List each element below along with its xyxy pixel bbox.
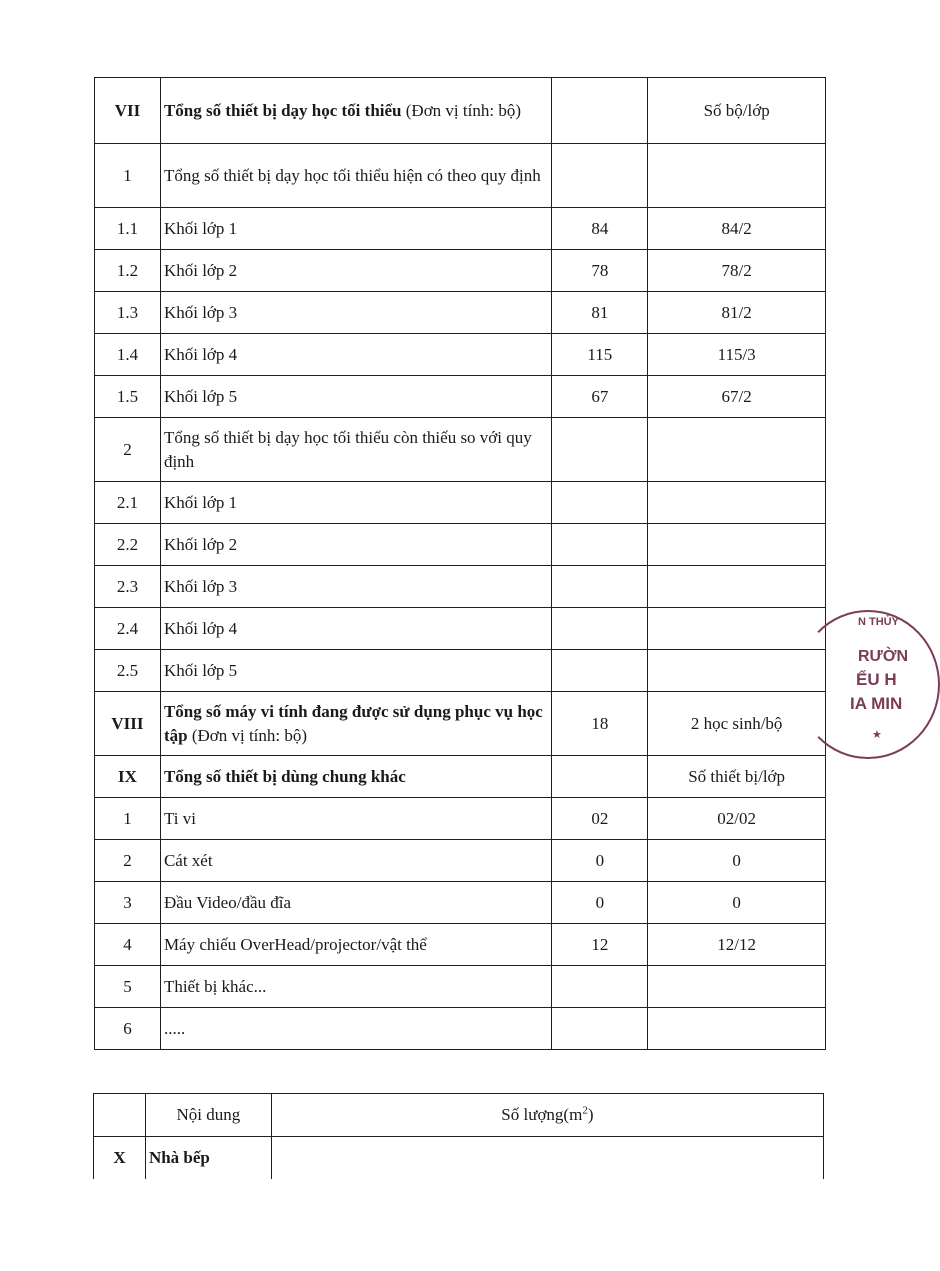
kitchen-header-row (94, 1094, 824, 1137)
row-ratio: 02/02 (648, 798, 826, 840)
table-row (95, 250, 826, 292)
table-row (95, 650, 826, 692)
table-row (95, 840, 826, 882)
row-label: Tổng số thiết bị dạy học tối thiểu còn thiếu so với quy định (160, 418, 551, 482)
section-title-unit: (Đơn vị tính: bộ) (187, 725, 308, 745)
table-row (95, 376, 826, 418)
row-label: Khối lớp 2 (160, 524, 551, 566)
kitchen-row (94, 1137, 824, 1179)
row-count: 02 (552, 798, 648, 840)
equipment-table (94, 77, 826, 1050)
table-row (95, 334, 826, 376)
unit-header: Số bộ/lớp (648, 78, 826, 144)
table-row (95, 144, 826, 208)
row-ratio: 0 (648, 840, 826, 882)
row-count: 67 (552, 376, 648, 418)
section-vii-body (95, 78, 826, 692)
table-row (95, 1008, 826, 1050)
row-number: 2 (95, 840, 161, 882)
table-row (95, 482, 826, 524)
row-count (552, 418, 648, 482)
row-label: Ti vi (160, 798, 551, 840)
row-label: Khối lớp 3 (160, 566, 551, 608)
row-count: 0 (552, 840, 648, 882)
count-cell: 18 (552, 692, 648, 756)
section-code: VIII (95, 692, 161, 756)
row-count (552, 524, 648, 566)
row-count (552, 144, 648, 208)
ratio-cell: 2 học sinh/bộ (648, 692, 826, 756)
row-label: Khối lớp 5 (160, 650, 551, 692)
table-row (95, 292, 826, 334)
quantity-header-text: Số lượng(m (501, 1105, 583, 1124)
row-count (552, 566, 648, 608)
row-number: 1.3 (95, 292, 161, 334)
row-count (552, 608, 648, 650)
row-count: 81 (552, 292, 648, 334)
unit-header: Số thiết bị/lớp (648, 756, 826, 798)
row-label: Khối lớp 4 (160, 334, 551, 376)
row-count (552, 650, 648, 692)
row-ratio: 84/2 (648, 208, 826, 250)
row-ratio (648, 144, 826, 208)
section-title-bold: Tổng số thiết bị dạy học tối thiểu (163, 100, 402, 120)
row-label: ..... (160, 1008, 551, 1050)
seal-text-1: N THỦY (858, 616, 899, 628)
row-ratio: 78/2 (648, 250, 826, 292)
row-number: 2 (95, 418, 161, 482)
row-ratio (648, 524, 826, 566)
row-number: 1 (95, 144, 161, 208)
row-label: Khối lớp 5 (160, 376, 551, 418)
row-number: 1.5 (95, 376, 161, 418)
row-label: Khối lớp 2 (160, 250, 551, 292)
section-code: VII (95, 78, 161, 144)
row-number: 1 (95, 798, 161, 840)
row-label: Khối lớp 3 (160, 292, 551, 334)
row-number: 2.3 (95, 566, 161, 608)
row-count (552, 966, 648, 1008)
section-title (160, 692, 551, 756)
row-ratio (648, 1008, 826, 1050)
section-code: IX (95, 756, 161, 798)
row-ratio: 115/3 (648, 334, 826, 376)
table-row (95, 208, 826, 250)
section-ix-body (95, 756, 826, 1050)
row-label: Cát xét (160, 840, 551, 882)
table-row (95, 882, 826, 924)
row-label: Thiết bị khác... (160, 966, 551, 1008)
table-row (95, 418, 826, 482)
section-vii-header-row (95, 78, 826, 144)
row-ratio (648, 966, 826, 1008)
quantity-header (271, 1094, 823, 1137)
row-number: 1.2 (95, 250, 161, 292)
official-seal (846, 610, 916, 760)
table-row (95, 524, 826, 566)
row-count: 84 (552, 208, 648, 250)
seal-text-3: ỂU H (856, 670, 897, 689)
section-title-unit: (Đơn vị tính: bộ) (401, 100, 521, 120)
row-label: Đầu Video/đầu đĩa (160, 882, 551, 924)
row-number: 2.5 (95, 650, 161, 692)
row-ratio: 0 (648, 882, 826, 924)
count-cell (552, 756, 648, 798)
row-number: 3 (95, 882, 161, 924)
row-number: 2.2 (95, 524, 161, 566)
row-label: Máy chiếu OverHead/projector/vật thể (160, 924, 551, 966)
table-row (95, 608, 826, 650)
table-row (95, 924, 826, 966)
row-count: 78 (552, 250, 648, 292)
seal-text-4: IA MIN (850, 694, 903, 713)
row-ratio (648, 482, 826, 524)
row-count: 0 (552, 882, 648, 924)
content-header: Nội dung (145, 1094, 271, 1137)
quantity-cell (271, 1137, 823, 1179)
row-number: 2.4 (95, 608, 161, 650)
row-number: 6 (95, 1008, 161, 1050)
row-label: Tổng số thiết bị dạy học tối thiểu hiện có theo quy định (160, 144, 551, 208)
seal-star: ★ (872, 729, 882, 741)
table-row (95, 798, 826, 840)
section-title: Tổng số thiết bị dùng chung khác (160, 756, 551, 798)
row-ratio (648, 418, 826, 482)
row-count: 12 (552, 924, 648, 966)
seal-text-2: RƯỜN (858, 648, 909, 665)
kitchen-table (93, 1093, 824, 1179)
section-title: Nhà bếp (145, 1137, 271, 1179)
section-title (160, 78, 551, 144)
row-count: 115 (552, 334, 648, 376)
section-ix-header-row (95, 756, 826, 798)
row-number: 1.4 (95, 334, 161, 376)
table-row (95, 566, 826, 608)
row-ratio: 12/12 (648, 924, 826, 966)
section-viii-body (95, 692, 826, 756)
count-cell (552, 78, 648, 144)
row-count (552, 482, 648, 524)
row-ratio (648, 566, 826, 608)
row-count (552, 1008, 648, 1050)
quantity-header-unit: 2 (582, 1104, 588, 1117)
section-code: X (94, 1137, 146, 1179)
row-ratio: 81/2 (648, 292, 826, 334)
quantity-header-close: ) (587, 1105, 594, 1124)
row-ratio (648, 608, 826, 650)
section-viii-row (95, 692, 826, 756)
code-header-cell (94, 1094, 146, 1137)
row-number: 4 (95, 924, 161, 966)
row-number: 1.1 (95, 208, 161, 250)
row-ratio: 67/2 (648, 376, 826, 418)
row-number: 2.1 (95, 482, 161, 524)
row-label: Khối lớp 1 (160, 482, 551, 524)
row-label: Khối lớp 4 (160, 608, 551, 650)
table-row (95, 966, 826, 1008)
row-number: 5 (95, 966, 161, 1008)
section-title-bold: Tổng số máy vi tính đang được sử dụng phục vụ học tập (163, 701, 543, 745)
row-label: Khối lớp 1 (160, 208, 551, 250)
